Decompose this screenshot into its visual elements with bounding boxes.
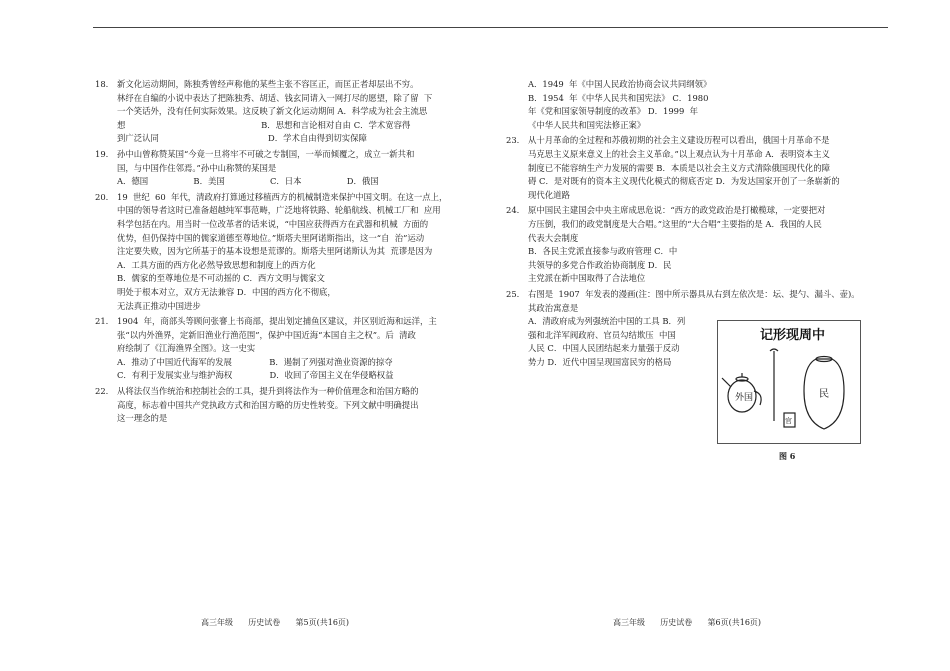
cartoon-figure: [717, 320, 861, 444]
question-text-line: 其政治寓意是: [528, 302, 579, 313]
question-text-line: 中国的领导者这时已准备超越纯军事范畴，广泛地将铁路、轮船航线、机械工厂和 应用: [117, 205, 441, 216]
question-block: [95, 191, 479, 313]
question-text-line: 《中华人民共和国宪法修正案》: [528, 119, 646, 130]
question-text-line: 一个笑话外，没有任何实际效果。这反映了新文化运动期间 A．科学成为社会主流思: [117, 106, 428, 117]
question-block: [95, 315, 479, 383]
question-text-line: 张“以内外渔界，定新旧渔业行渔范围”，保护中国近海“本国自主之权”。后 清政: [117, 329, 416, 340]
question-number: 24.: [506, 205, 520, 216]
question-text-line: B．1954 年《中华人民共和国宪法》 C．1980: [528, 92, 709, 103]
question-text-line: 19 世纪 60 年代，清政府打算通过移植西方的机械制造来保护中国文明。在这一点上，: [117, 191, 448, 202]
funnel-label: 官: [785, 417, 792, 425]
question-text-line: 明处于根本对立，双方无法兼容 D．中国的西方化不彻底，: [117, 286, 336, 297]
question-block: [95, 78, 479, 146]
question-block: [506, 204, 890, 286]
question-text-line: 制度已不能容纳生产力发展的需要 B．本质是以社会主义方式清除俄国现代化的障: [528, 162, 830, 173]
question-text-line: 从十月革命的全过程和苏俄初期的社会主义建设历程可以看出，俄国十月革命不是: [528, 135, 830, 146]
question-text-line: 1904 年，商部头等顾问张謇上书商部，提出划定捕鱼区建议，并区别近海和远洋，主: [117, 316, 437, 327]
question-text-line: 高度，标志着中国共产党执政方式和治国方略的历史性转变。下列文献中明确提出: [117, 399, 419, 410]
question-text-line: 林纾在自编的小说中表达了把陈独秀、胡适、钱玄同请入一网打尽的愿望，除了留 下: [117, 92, 433, 103]
question-block: [95, 385, 479, 426]
question-text-line: A．推动了中国近代海军的发展 B．遏制了列强对渔业资源的掠夺: [117, 356, 393, 367]
question-spacer: [117, 426, 479, 428]
page-footer-left: 高三年级 历史试卷 第5页(共16页): [201, 618, 350, 627]
question-text-line: 从将法仅当作统治和控制社会的工具，提升到将法作为一种价值理念和治国方略的: [117, 386, 419, 397]
question-text-line: A．德国 B．美国 C．日本 D．俄国: [117, 176, 379, 187]
cartoon-title: 记形现周中: [760, 328, 826, 343]
question-number: 22.: [95, 386, 109, 397]
question-text-line: 势力 D．近代中国呈现国富民穷的格局: [528, 356, 672, 367]
question-text-line: 主党派在新中国取得了合法地位: [528, 273, 646, 284]
question-text-line: 右图是 1907 年发表的漫画(注：图中所示器具从右到左依次是：坛、提勺、漏斗、壶)。: [528, 288, 860, 299]
question-text-line: A．清政府成为列强统治中国的工具 B．列: [528, 316, 686, 327]
question-block: [528, 78, 890, 132]
teapot-label: 外国: [735, 393, 754, 403]
question-number: 18.: [95, 79, 109, 89]
question-text-line: 原中国民主建国会中央主席成思危说：“西方的政党政治是打橄榄球，一定要把对: [528, 205, 826, 216]
question-text-line: 方压倒，我们的政党制度是大合唱。”这里的“大合唱”主要指的是 A．我国的人民: [528, 218, 822, 229]
question-text-line: 国，与中国作住邻焉。”孙中山称赞的某国是: [117, 162, 277, 173]
question-block: [506, 134, 890, 202]
question-text-line: 人民 C．中国人民团结起来力量强于反动: [528, 343, 680, 354]
question-text-line: A．工具方面的西方化必然导致思想和制度上的西方化: [117, 259, 316, 270]
question-number: 20.: [95, 191, 109, 202]
top-rule: [93, 27, 888, 28]
question-text-line: 优势，但仍保持中国的儒家道德至尊地位。”斯塔夫里阿诺斯指出，这一“自 治”运动: [117, 232, 425, 243]
question-text-line: B．各民主党派直接参与政府管理 C．中: [528, 246, 678, 257]
jar-label: 民: [819, 389, 829, 400]
left-column: [95, 78, 479, 428]
question-number: 21.: [95, 316, 109, 327]
question-text-line: 代表大会制度: [528, 232, 579, 243]
question-text-line: 共领导的多党合作政治协商制度 D．民: [528, 259, 672, 270]
question-number: 23.: [506, 135, 520, 146]
question-text-line: A．1949 年《中国人民政治协商会议共同纲领》: [528, 79, 712, 89]
question-text-line: 马克思主义原来意义上的社会主义革命。”以上观点认为十月革命 A．表明资本主义: [528, 148, 830, 159]
question-number: 25.: [506, 288, 520, 299]
question-text-line: 府绘制了《江海渔界全图》。这一史实: [117, 343, 256, 354]
question-block: [95, 148, 479, 189]
question-text-line: 到广泛认同 D．学术自由得到切实保障: [117, 133, 367, 144]
question-text-line: 年《党和国家领导制度的改革》 D．1999 年: [528, 106, 699, 117]
question-text-line: 新文化运动期间，陈独秀曾经声称他的某些主张不容匡正，而匡正者却层出不穷。: [117, 79, 419, 89]
page-footer-right: 高三年级 历史试卷 第6页(共16页): [613, 618, 762, 627]
question-number: 19.: [95, 148, 109, 159]
question-text-line: 注定要失败，因为它所基于的基本设想是荒谬的。斯塔夫里阿诺斯认为其 荒谬是因为: [117, 246, 433, 257]
question-text-line: C．有利于发展实业与维护海权 D．收回了帝国主义在华侵略权益: [117, 370, 394, 381]
question-text-line: 现代化道路: [528, 189, 570, 200]
question-text-line: 想 B．思想和言论相对自由 C．学术宽容得: [117, 119, 411, 130]
question-text-line: 科学包括在内。用当时一位改革者的话来说，“中国应获得西方在武器和机械 方面的: [117, 218, 429, 229]
question-text-line: 碍 C．是对既有的资本主义现代化模式的彻底否定 D．为发达国家开创了一条崭新的: [528, 176, 840, 187]
question-text-line: 无法真正推动中国进步: [117, 300, 201, 311]
figure-caption: 图 6: [779, 451, 796, 461]
question-text-line: B．儒家的至尊地位是不可动摇的 C．西方文明与儒家文: [117, 273, 325, 284]
question-text-line: 这一理念的是: [117, 413, 168, 424]
question-text-line: 强和北洋军阀政府、官员勾结欺压 中国: [528, 329, 676, 340]
ladle-drawing: [770, 349, 778, 421]
question-text-line: 孙中山曾称赞某国“今竟一旦将牢不可破之专制国，一举而倾覆之，成立一新共和: [117, 148, 415, 159]
